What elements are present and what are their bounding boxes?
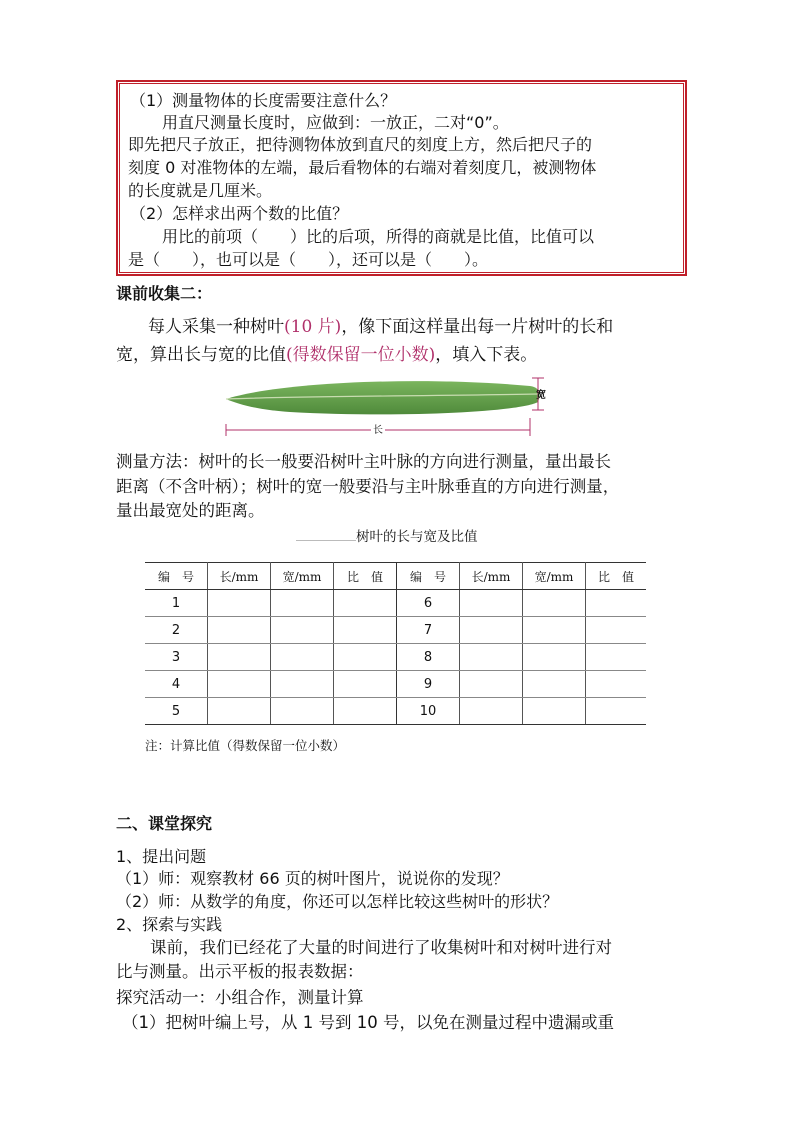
right-id-cell: 10 xyxy=(397,698,460,725)
empty-cell[interactable] xyxy=(523,617,586,644)
right-id-cell: 6 xyxy=(397,590,460,617)
table-row xyxy=(145,590,646,617)
empty-cell[interactable] xyxy=(460,671,523,698)
left-id-cell: 4 xyxy=(145,671,208,698)
leaf-length-label: 长 xyxy=(371,421,385,436)
leaf-width-label: 宽 xyxy=(536,390,546,401)
question-1: （1）测量物体的长度需要注意什么？ xyxy=(130,91,397,110)
table-header-row xyxy=(145,563,646,590)
p1-text-a: 每人采集一种树叶 xyxy=(148,317,284,337)
answer-1-line-1: 用直尺测量长度时，应做到：一放正，二对“0”。 xyxy=(162,113,509,132)
empty-cell[interactable] xyxy=(271,590,334,617)
p1-text-c: ，像下面这样量出每一片树叶的长和 xyxy=(341,317,614,337)
p1-highlight: (10 片) xyxy=(284,317,342,337)
header-id-right: 编 号 xyxy=(397,563,460,590)
question-2: （2）怎样求出两个数的比值？ xyxy=(130,204,349,223)
empty-cell[interactable] xyxy=(334,698,397,725)
left-id-cell: 3 xyxy=(145,644,208,671)
left-id-cell: 1 xyxy=(145,590,208,617)
step-1-question-2: （2）师：从数学的角度，你还可以怎样比较这些树叶的形状？ xyxy=(116,892,559,911)
empty-cell[interactable] xyxy=(586,671,647,698)
empty-cell[interactable] xyxy=(271,698,334,725)
left-id-cell: 5 xyxy=(145,698,208,725)
empty-cell[interactable] xyxy=(523,644,586,671)
left-id-cell: 2 xyxy=(145,617,208,644)
empty-cell[interactable] xyxy=(460,644,523,671)
table-note: 注：计算比值（得数保留一位小数） xyxy=(145,738,346,753)
paragraph-line-1: 课前，我们已经花了大量的时间进行了收集树叶和对树叶进行对 xyxy=(150,938,612,957)
empty-cell[interactable] xyxy=(334,671,397,698)
table-row xyxy=(145,671,646,698)
empty-cell[interactable] xyxy=(586,590,647,617)
p2-text-c: ，填入下表。 xyxy=(435,345,538,365)
empty-cell[interactable] xyxy=(208,644,271,671)
collect2-heading: 课前收集二： xyxy=(116,284,213,303)
step-1-title: 1、提出问题 xyxy=(116,847,207,866)
header-length-right: 长/mm xyxy=(460,563,523,590)
collect2-paragraph-line-1 xyxy=(148,316,613,338)
method-line-2: 距离（不含叶柄）；树叶的宽一般要沿与主叶脉垂直的方向进行测量， xyxy=(116,477,620,496)
header-id-left: 编 号 xyxy=(145,563,208,590)
header-width-right: 宽/mm xyxy=(523,563,586,590)
empty-cell[interactable] xyxy=(208,617,271,644)
table-row xyxy=(145,698,646,725)
empty-cell[interactable] xyxy=(208,698,271,725)
section2-heading: 二、课堂探究 xyxy=(116,814,213,833)
title-rule xyxy=(296,540,356,541)
empty-cell[interactable] xyxy=(334,617,397,644)
empty-cell[interactable] xyxy=(460,698,523,725)
empty-cell[interactable] xyxy=(460,590,523,617)
empty-cell[interactable] xyxy=(523,590,586,617)
method-line-3: 量出最宽处的距离。 xyxy=(116,501,265,520)
paragraph-line-2: 比与测量。出示平板的报表数据： xyxy=(116,962,364,981)
activity-step-1: （1）把树叶编上号，从 1 号到 10 号，以免在测量过程中遗漏或重 xyxy=(122,1013,614,1032)
leaf-diagram xyxy=(220,372,560,438)
answer-2-line-2: 是（ ），也可以是（ ），还可以是（ ）。 xyxy=(128,250,489,269)
method-line-1: 测量方法：树叶的长一般要沿树叶主叶脉的方向进行测量，量出最长 xyxy=(116,452,611,471)
right-id-cell: 7 xyxy=(397,617,460,644)
table-title: 树叶的长与宽及比值 xyxy=(356,529,478,545)
p2-highlight: (得数保留一位小数) xyxy=(286,345,436,365)
empty-cell[interactable] xyxy=(334,644,397,671)
step-2-title: 2、探索与实践 xyxy=(116,915,223,934)
right-id-cell: 8 xyxy=(397,644,460,671)
step-1-question-1: （1）师：观察教材 66 页的树叶图片，说说你的发现？ xyxy=(116,869,509,888)
empty-cell[interactable] xyxy=(523,698,586,725)
empty-cell[interactable] xyxy=(208,671,271,698)
leaf-data-table xyxy=(145,562,646,725)
empty-cell[interactable] xyxy=(586,698,647,725)
p2-text-a: 宽，算出长与宽的比值 xyxy=(116,345,286,365)
answer-2-line-1: 用比的前项（ ）比的后项，所得的商就是比值，比值可以 xyxy=(162,227,595,246)
answer-1-line-3: 刻度 0 对准物体的左端，最后看物体的右端对着刻度几，被测物体 xyxy=(128,158,597,177)
header-ratio-left: 比 值 xyxy=(334,563,397,590)
empty-cell[interactable] xyxy=(460,617,523,644)
empty-cell[interactable] xyxy=(334,590,397,617)
header-ratio-right: 比 值 xyxy=(586,563,647,590)
empty-cell[interactable] xyxy=(271,644,334,671)
header-length-left: 长/mm xyxy=(208,563,271,590)
empty-cell[interactable] xyxy=(271,671,334,698)
empty-cell[interactable] xyxy=(271,617,334,644)
table-row xyxy=(145,644,646,671)
table-row xyxy=(145,617,646,644)
right-id-cell: 9 xyxy=(397,671,460,698)
empty-cell[interactable] xyxy=(586,617,647,644)
empty-cell[interactable] xyxy=(208,590,271,617)
empty-cell[interactable] xyxy=(586,644,647,671)
header-width-left: 宽/mm xyxy=(271,563,334,590)
collect2-paragraph-line-2 xyxy=(116,344,537,366)
activity-title: 探究活动一：小组合作，测量计算 xyxy=(116,988,364,1007)
empty-cell[interactable] xyxy=(523,671,586,698)
answer-1-line-2: 即先把尺子放正，把待测物体放到直尺的刻度上方，然后把尺子的 xyxy=(128,135,593,154)
answer-1-line-4: 的长度就是几厘米。 xyxy=(128,181,273,200)
